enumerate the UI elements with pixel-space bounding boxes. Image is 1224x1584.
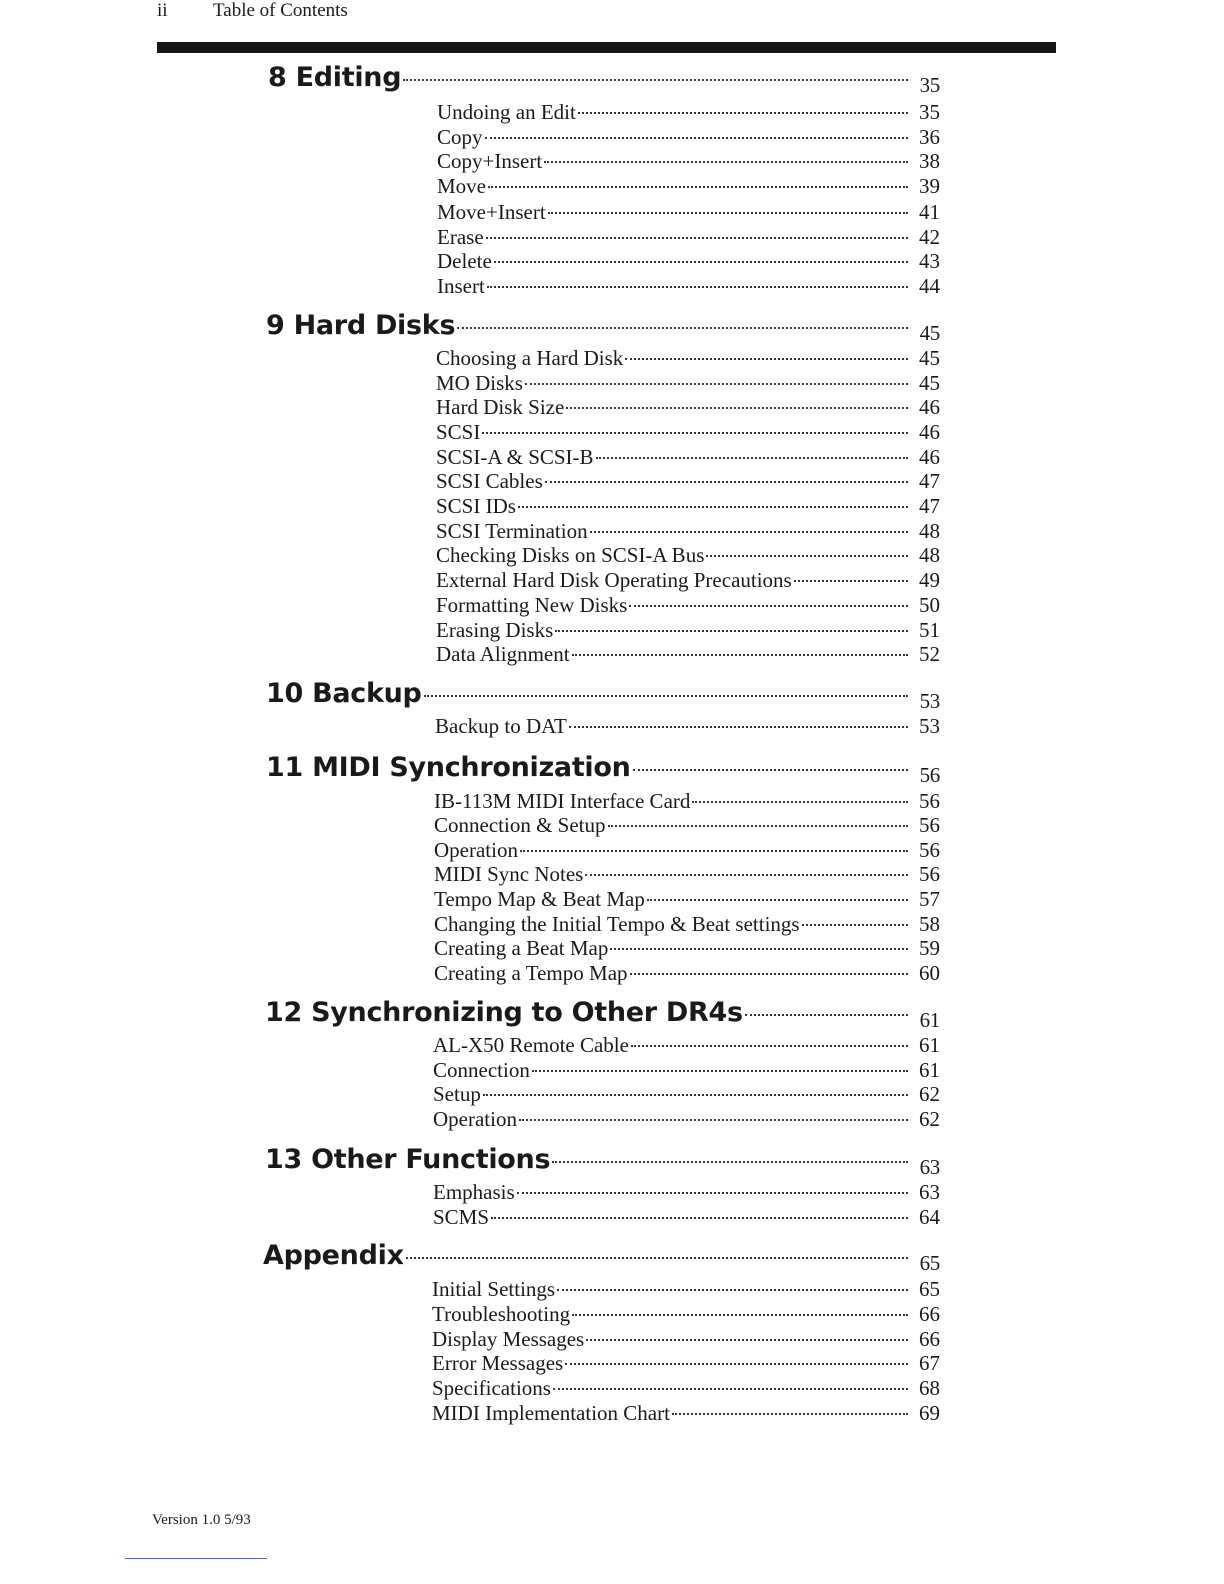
page-title: Table of Contents (213, 0, 348, 21)
entry-title: Initial Settings (432, 1277, 556, 1301)
entry-page-number: 50 (919, 593, 940, 617)
entry-title: Tempo Map & Beat Map (434, 887, 645, 911)
entry-title: Erasing Disks (436, 618, 554, 642)
page-number: ii (157, 0, 168, 21)
entry-title: Choosing a Hard Disk (436, 346, 624, 370)
toc-entry (436, 543, 940, 568)
dot-leader (566, 407, 908, 409)
dot-leader (424, 695, 908, 697)
entry-title: SCMS (433, 1205, 490, 1229)
dot-leader (517, 1192, 908, 1194)
entry-page-number: 38 (919, 149, 940, 173)
entry-title: Move (437, 174, 486, 198)
toc-entry (434, 838, 940, 863)
entry-title: MO Disks (436, 371, 523, 395)
dot-leader (802, 924, 908, 926)
entry-page-number: 60 (919, 961, 940, 985)
dot-leader (647, 899, 908, 901)
entry-page-number: 36 (919, 125, 940, 149)
toc-entry (433, 1205, 940, 1230)
dot-leader (525, 383, 908, 385)
chapter-page-number: 53 (919, 689, 940, 713)
toc-entry (433, 1082, 940, 1107)
toc-entry (437, 125, 940, 150)
dot-leader (518, 506, 908, 508)
entry-title: MIDI Implementation Chart (432, 1401, 670, 1425)
dot-leader (403, 79, 908, 81)
entry-page-number: 44 (919, 274, 940, 298)
entry-title: Checking Disks on SCSI-A Bus (436, 543, 705, 567)
entry-page-number: 46 (919, 420, 940, 444)
dot-leader (487, 286, 908, 288)
dot-leader (491, 1217, 908, 1219)
entry-title: Error Messages (432, 1351, 564, 1375)
entry-page-number: 48 (919, 543, 940, 567)
header-rule (157, 42, 1056, 53)
dot-leader (532, 1070, 908, 1072)
dot-leader (572, 1314, 908, 1316)
entry-page-number: 35 (919, 100, 940, 124)
dot-leader (629, 605, 908, 607)
toc-entry (433, 1180, 940, 1205)
chapter-title: 9 Hard Disks (266, 310, 456, 341)
chapter-title: 11 MIDI Synchronization (266, 752, 631, 783)
entry-page-number: 43 (919, 249, 940, 273)
entry-page-number: 56 (919, 789, 940, 813)
entry-title: Operation (434, 838, 518, 862)
entry-page-number: 45 (919, 346, 940, 370)
dot-leader (625, 358, 908, 360)
dot-leader (488, 186, 908, 188)
toc-entry (436, 593, 940, 618)
toc-entry (437, 249, 940, 274)
toc-entry (434, 936, 940, 961)
entry-title: Delete (437, 249, 492, 273)
entry-page-number: 62 (919, 1082, 940, 1106)
entry-page-number: 42 (919, 225, 940, 249)
bottom-divider (125, 1558, 267, 1559)
entry-title: Display Messages (432, 1327, 585, 1351)
toc-entry (434, 961, 940, 986)
toc-entry (433, 1107, 940, 1132)
entry-page-number: 51 (919, 618, 940, 642)
toc-entry (436, 494, 940, 519)
toc-entry (436, 568, 940, 593)
chapter-heading (265, 1144, 940, 1179)
chapter-page-number: 61 (919, 1008, 940, 1032)
toc-entry (434, 789, 940, 814)
dot-leader (483, 1094, 908, 1096)
toc-entry (434, 912, 940, 937)
dot-leader (482, 432, 908, 434)
dot-leader (692, 801, 908, 803)
dot-leader (545, 481, 908, 483)
dot-leader (794, 580, 908, 582)
dot-leader (485, 137, 908, 139)
entry-page-number: 45 (919, 371, 940, 395)
entry-page-number: 49 (919, 568, 940, 592)
dot-leader (610, 948, 908, 950)
entry-title: Changing the Initial Tempo & Beat settings (434, 912, 800, 936)
entry-page-number: 39 (919, 174, 940, 198)
entry-title: Erase (437, 225, 484, 249)
dot-leader (565, 1363, 908, 1365)
toc-entry (434, 813, 940, 838)
entry-page-number: 56 (919, 838, 940, 862)
dot-leader (672, 1413, 908, 1415)
dot-leader (555, 630, 908, 632)
chapter-heading (265, 997, 940, 1032)
entry-title: Data Alignment (436, 642, 570, 666)
dot-leader (486, 237, 908, 239)
entry-page-number: 62 (919, 1107, 940, 1131)
entry-title: Emphasis (433, 1180, 515, 1204)
toc-entry (437, 100, 940, 125)
entry-page-number: 68 (919, 1376, 940, 1400)
dot-leader (578, 112, 908, 114)
dot-leader (548, 212, 908, 214)
toc-entry (436, 420, 940, 445)
entry-page-number: 57 (919, 887, 940, 911)
entry-title: Formatting New Disks (436, 593, 628, 617)
entry-title: Creating a Beat Map (434, 936, 609, 960)
chapter-title: Appendix (263, 1240, 404, 1271)
dot-leader (552, 1161, 908, 1163)
entry-title: Connection & Setup (434, 813, 606, 837)
entry-page-number: 61 (919, 1058, 940, 1082)
chapter-heading (263, 1240, 940, 1275)
dot-leader (572, 654, 908, 656)
entry-title: Move+Insert (437, 200, 546, 224)
entry-title: SCSI (436, 420, 481, 444)
chapter-title: 10 Backup (266, 678, 422, 709)
toc-entry (436, 395, 940, 420)
entry-page-number: 47 (919, 494, 940, 518)
entry-title: Insert (437, 274, 485, 298)
toc-entry (437, 225, 940, 250)
entry-page-number: 56 (919, 813, 940, 837)
toc-entry (436, 346, 940, 371)
chapter-heading (266, 310, 940, 345)
entry-page-number: 41 (919, 200, 940, 224)
entry-page-number: 69 (919, 1401, 940, 1425)
entry-title: SCSI Termination (436, 519, 588, 543)
entry-title: Operation (433, 1107, 517, 1131)
entry-title: Copy (437, 125, 483, 149)
toc-entry (436, 618, 940, 643)
chapter-heading (266, 752, 940, 787)
entry-title: Undoing an Edit (437, 100, 576, 124)
entry-title: MIDI Sync Notes (434, 862, 584, 886)
entry-page-number: 59 (919, 936, 940, 960)
entry-title: SCSI-A & SCSI-B (436, 445, 594, 469)
chapter-title: 13 Other Functions (265, 1144, 551, 1175)
dot-leader (585, 874, 908, 876)
toc-entry (432, 1302, 940, 1327)
entry-page-number: 66 (919, 1302, 940, 1326)
chapter-heading (266, 678, 940, 713)
toc-entry (434, 862, 940, 887)
dot-leader (590, 531, 908, 533)
dot-leader (706, 555, 908, 557)
entry-page-number: 56 (919, 862, 940, 886)
dot-leader (520, 850, 908, 852)
chapter-title: 12 Synchronizing to Other DR4s (265, 997, 743, 1028)
entry-page-number: 52 (919, 642, 940, 666)
dot-leader (631, 1045, 908, 1047)
entry-title: SCSI IDs (436, 494, 516, 518)
entry-page-number: 63 (919, 1180, 940, 1204)
entry-page-number: 65 (919, 1277, 940, 1301)
toc-entry (433, 1058, 940, 1083)
entry-title: Backup to DAT (435, 714, 567, 738)
chapter-page-number: 63 (919, 1155, 940, 1179)
entry-page-number: 61 (919, 1033, 940, 1057)
dot-leader (630, 973, 908, 975)
toc-entry (435, 714, 940, 739)
entry-page-number: 53 (919, 714, 940, 738)
toc-entry (432, 1327, 940, 1352)
toc-entry (436, 445, 940, 470)
toc-entry (432, 1351, 940, 1376)
dot-leader (608, 825, 909, 827)
toc-entry (437, 274, 940, 299)
chapter-title: 8 Editing (268, 62, 402, 93)
entry-title: Hard Disk Size (436, 395, 565, 419)
dot-leader (457, 327, 908, 329)
dot-leader (586, 1339, 908, 1341)
dot-leader (406, 1257, 908, 1259)
entry-title: Specifications (432, 1376, 551, 1400)
toc-entry (437, 200, 940, 225)
toc-entry (437, 149, 940, 174)
entry-title: Troubleshooting (432, 1302, 571, 1326)
toc-entry (432, 1376, 940, 1401)
toc-entry (437, 174, 940, 199)
dot-leader (553, 1388, 908, 1390)
dot-leader (544, 161, 908, 163)
chapter-page-number: 35 (919, 73, 940, 97)
dot-leader (596, 457, 908, 459)
entry-page-number: 58 (919, 912, 940, 936)
toc-entry (436, 371, 940, 396)
chapter-page-number: 65 (919, 1251, 940, 1275)
dot-leader (633, 769, 908, 771)
toc-entry (436, 469, 940, 494)
toc-entry (432, 1401, 940, 1426)
entry-page-number: 64 (919, 1205, 940, 1229)
toc-entry (436, 519, 940, 544)
chapter-page-number: 45 (919, 321, 940, 345)
entry-page-number: 47 (919, 469, 940, 493)
dot-leader (569, 726, 908, 728)
toc-entry (432, 1277, 940, 1302)
entry-title: Setup (433, 1082, 481, 1106)
entry-page-number: 48 (919, 519, 940, 543)
entry-title: AL-X50 Remote Cable (433, 1033, 629, 1057)
dot-leader (519, 1119, 908, 1121)
dot-leader (494, 261, 908, 263)
toc-entry (434, 887, 940, 912)
chapter-heading (268, 62, 940, 97)
version-footer: Version 1.0 5/93 (152, 1512, 251, 1528)
toc-entry (433, 1033, 940, 1058)
entry-title: SCSI Cables (436, 469, 543, 493)
entry-title: IB-113M MIDI Interface Card (434, 789, 691, 813)
entry-title: Connection (433, 1058, 530, 1082)
chapter-page-number: 56 (919, 763, 940, 787)
entry-title: Copy+Insert (437, 149, 543, 173)
entry-title: Creating a Tempo Map (434, 961, 628, 985)
entry-title: External Hard Disk Operating Precautions (436, 568, 792, 592)
entry-page-number: 46 (919, 445, 940, 469)
entry-page-number: 46 (919, 395, 940, 419)
dot-leader (745, 1014, 908, 1016)
toc-entry (436, 642, 940, 667)
dot-leader (557, 1289, 908, 1291)
entry-page-number: 66 (919, 1327, 940, 1351)
entry-page-number: 67 (919, 1351, 940, 1375)
